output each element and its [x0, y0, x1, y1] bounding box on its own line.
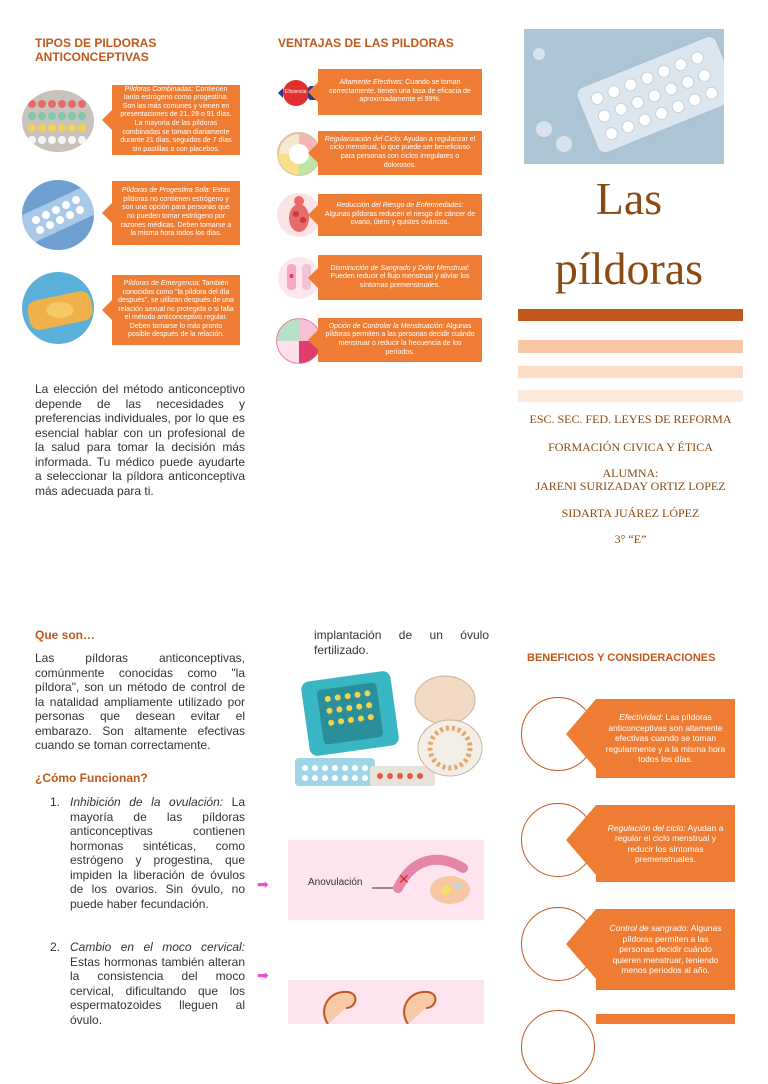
benefit-3-text: Algunas píldoras permiten a las personas decidir cuándo quieren menstruar, teniendo menos periodos al año.: [612, 923, 722, 976]
benefit-cycle-card: [596, 805, 735, 882]
benefit-2-title: Regulación del ciclo:: [607, 822, 686, 833]
benefit-4-circle: [521, 1010, 595, 1084]
advantage-effective-callout: [318, 69, 482, 115]
implantation-continued-text: implantación de un óvulo fertilizado.: [314, 628, 489, 657]
cover-title-line1: Las: [595, 173, 663, 224]
arrow-icon-1: ➡: [257, 876, 269, 892]
progestin-pills-text: Estas píldoras no contienen estrógeno y son una opción para personas que no pueden tomar estrógeno por razones médicas. Deben tomarse a la misma hora todos los días.: [120, 187, 232, 238]
cover-group: 3° “E”: [614, 532, 647, 546]
arrow-icon-2: ➡: [257, 967, 269, 983]
advantages-heading: VENTAJAS DE LAS PILDORAS: [278, 36, 454, 50]
cover-stripe-dark: [518, 309, 743, 321]
advantage-effective-title: Altamente Efectivas:: [339, 79, 404, 87]
cover-stripe-lighter: [518, 366, 743, 378]
advantage-disease-text: Algunas píldoras reducen el riesgo de cáncer de ovario, útero y quistes ováricos.: [324, 210, 476, 227]
cover-school: ESC. SEC. FED. LEYES DE REFORMA: [529, 412, 732, 426]
cover-subject: FORMACIÓN CIVICA Y ÉTICA: [548, 440, 713, 454]
que-son-paragraph: Las píldoras anticonceptivas, comúnmente conocidas como "la píldora", son un método de control de la natalidad ampliamente utilizado por personas que desean evitar el embarazo. Son altamente efectivas cuando se toman correctamente.: [35, 651, 245, 752]
advantage-control-title: Opción de Controlar la Menstruación:: [328, 322, 445, 330]
benefit-2-text: Ayudan a regular el ciclo menstrual y reducir los síntomas premenstruales.: [614, 822, 724, 864]
advantage-bleeding-title: Disminución de Sangrado y Dolor Menstrual:: [330, 264, 470, 272]
advantage-control-callout: [318, 318, 482, 362]
cover-stripe-light: [518, 340, 743, 353]
cover-photo-pill-blister: [524, 29, 724, 164]
cover-teacher: SIDARTA JUÁREZ LÓPEZ: [561, 506, 700, 520]
progestin-pills-callout: [112, 181, 240, 245]
efficiency-icon-label: Eficiencia: [285, 89, 307, 95]
benefit-1-text: Las píldoras anticonceptivas son altamente efectivas cuando se toman regularmente y a la misma hora todos los días.: [605, 712, 726, 765]
que-son-heading: Que son…: [35, 628, 96, 642]
step-1-number: 1.: [50, 795, 61, 809]
anovulation-label: Anovulación: [308, 877, 363, 888]
cover-stripe-lightest: [518, 390, 743, 402]
emergency-pill-photo: [22, 272, 94, 344]
advantage-cycle-callout: [318, 131, 482, 175]
benefit-3-pointer: [566, 909, 596, 979]
advantage-disease-title: Reducción del Riesgo de Enfermedades:: [336, 202, 464, 210]
benefit-2-pointer: [566, 805, 596, 875]
advantage-bleeding-text: Pueden reducir el flujo menstrual y aliviar los síntomas premenstruales.: [330, 273, 470, 289]
progestin-pills-photo: [22, 180, 94, 250]
benefit-4-card-partial: [596, 1014, 735, 1024]
step-2: [50, 940, 245, 1027]
anovulation-diagram: [288, 840, 484, 920]
cover-student-name: JARENI SURIZADAY ORTIZ LOPEZ: [535, 479, 726, 493]
types-heading: TIPOS DE PILDORAS ANTICONCEPTIVAS: [35, 36, 157, 64]
pill-packs-photo: [285, 668, 485, 793]
cover-title-line2: píldoras: [554, 243, 704, 294]
benefit-3-title: Control de sangrado:: [609, 923, 689, 934]
advantage-bleeding-callout: [318, 255, 482, 300]
advantage-effective-text: Cuando se toman correctamente, tienen una tasa de eficacia de aproximadamente el 99%.: [329, 79, 471, 104]
cervical-mucus-diagram: [288, 980, 484, 1024]
progestin-pills-title: Píldoras de Progestina Sola:: [121, 187, 211, 195]
combined-pills-callout: [112, 85, 240, 155]
advantage-cycle-text: Ayudan a regularizar el ciclo menstrual, lo que puede ser beneficioso para personas con ciclos irregulares o dolorosos.: [329, 135, 476, 169]
advantage-cycle-title: Regularización del Ciclo:: [324, 135, 402, 143]
combined-pills-title: Píldoras Combinadas:: [124, 85, 194, 93]
benefit-effectiveness-card: [596, 699, 735, 778]
combined-pills-photo: [22, 90, 94, 152]
combined-pills-text: Contienen tanto estrógeno como progestina. Son las más comunes y vienen en presentaciones de 21, 28 o 91 días. La mayoría de las píldoras combinadas se toman diariamente durante 21 días, seguidos de 7 días sin pastillas o con placebos.: [120, 85, 232, 153]
step-2-title: Cambio en el moco cervical:: [70, 940, 245, 954]
benefit-1-pointer: [566, 699, 596, 769]
step-1-title: Inhibición de la ovulación:: [70, 795, 224, 809]
step-1: [50, 795, 245, 911]
step-1-text: La mayoría de las píldoras anticonceptivas contienen hormonas sintéticas, como estrógeno y progestina, que impiden la liberación de óvulos de los ovarios. Sin óvulo, no puede haber fecundación.: [70, 795, 245, 911]
emergency-pill-text: También conocidas como "la píldora del día después", se utilizan después de una relación sexual no protegida o si falla el método anticonceptivo regular. Deben tomarse lo más pronto posible después de la relación.: [118, 279, 234, 339]
emergency-pill-title: Píldoras de Emergencia:: [123, 279, 201, 287]
como-funcionan-heading: ¿Cómo Funcionan?: [35, 771, 148, 785]
method-choice-paragraph: La elección del método anticonceptivo depende de las necesidades y preferencias individuales, por lo que es esencial hablar con un profesional de la salud para tomar la decisión más informada. Tu médico puede ayudarte a seleccionar la píldora anticonceptiva más adecuada para ti.: [35, 382, 245, 498]
benefits-heading: BENEFICIOS Y CONSIDERACIONES: [527, 652, 716, 664]
emergency-pill-callout: [112, 275, 240, 345]
cover-student-label: ALUMNA:: [602, 466, 659, 480]
step-2-number: 2.: [50, 940, 61, 954]
benefit-1-title: Efectividad:: [619, 712, 664, 723]
advantage-control-text: Algunas píldoras permiten a las personas decidir cuándo menstruar o reducir la frecuencia de los períodos.: [325, 322, 475, 356]
step-2-text: Estas hormonas también alteran la consistencia del moco cervical, dificultando que los espermatozoides lleguen al óvulo.: [70, 954, 245, 1027]
svg-text:✕: ✕: [398, 871, 410, 887]
advantage-disease-callout: [318, 194, 482, 236]
benefit-bleeding-card: [596, 909, 735, 990]
